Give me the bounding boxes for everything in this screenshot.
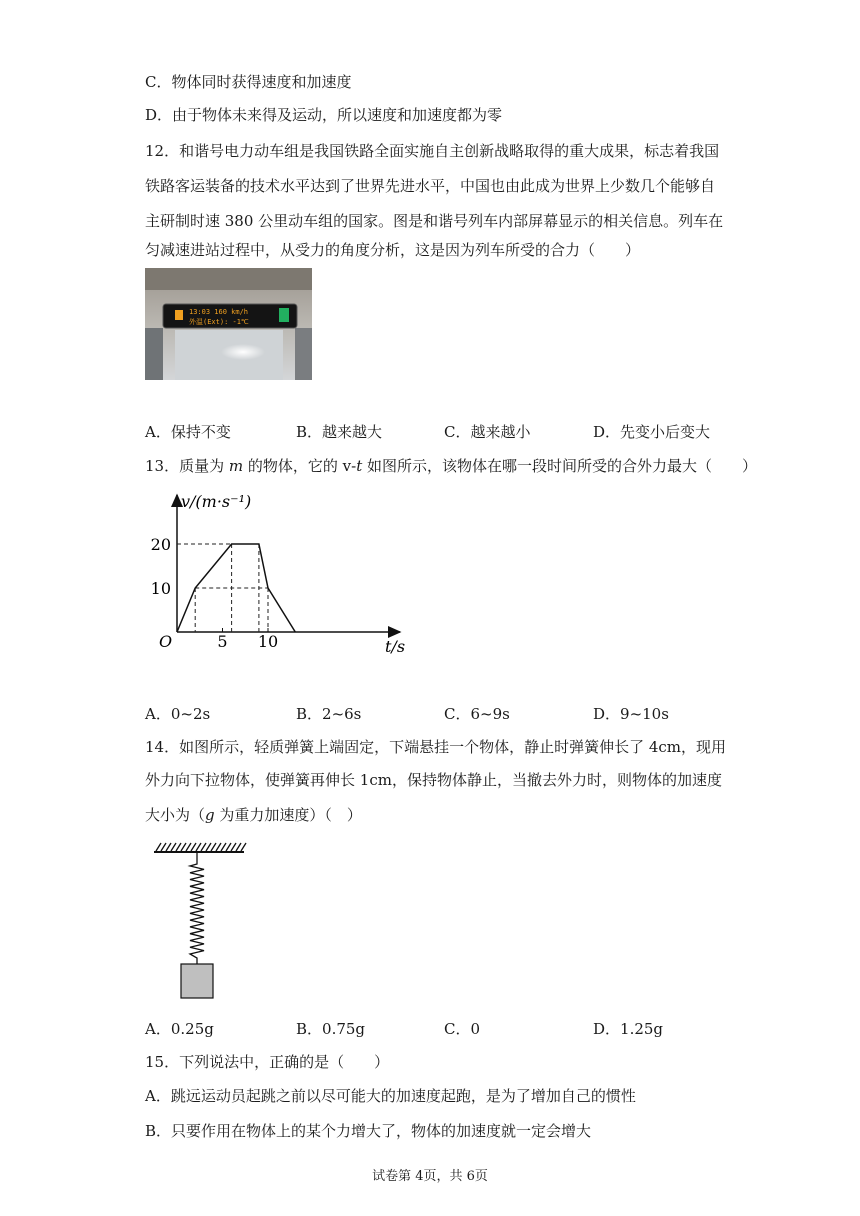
spring-diagram: [150, 842, 250, 1002]
q12-option-b: B．越来越大: [296, 423, 383, 441]
hanging-block: [181, 964, 213, 998]
q12-option-a: A．保持不变: [145, 423, 231, 441]
q14-option-c: C．0: [444, 1020, 481, 1038]
train-screen-photo: [145, 268, 312, 380]
screen-text-row-1: 13:03 160 km/h: [189, 308, 249, 316]
q12-stem-line-4: 匀减速进站过程中，从受力的角度分析，这是因为列车所受的合力（ ）: [145, 241, 641, 259]
q13-option-b: B．2~6s: [296, 705, 362, 723]
y-tick-label-20: 20: [150, 535, 171, 554]
y-tick-label-10: 10: [150, 579, 171, 598]
q12-stem-line-1: 12．和谐号电力动车组是我国铁路全面实施自主创新战略取得的重大成果，标志着我国: [145, 142, 720, 160]
q14-stem-line-2: 外力向下拉物体，使弹簧再伸长 1cm，保持物体静止，当撤去外力时，则物体的加速度: [145, 771, 722, 789]
x-tick-label-10: 10: [257, 632, 279, 651]
screen-text-row-2: 外温(Ext): -1℃: [189, 318, 249, 326]
q13-option-a: A．0~2s: [145, 705, 211, 723]
q15-option-b: B．只要作用在物体上的某个力增大了，物体的加速度就一定会增大: [145, 1122, 592, 1140]
q12-option-d: D．先变小后变大: [593, 423, 711, 441]
q12-stem-line-3: 主研制时速 380 公里动车组的国家。图是和谐号列车内部屏幕显示的相关信息。列车在: [145, 212, 724, 230]
q14-stem-line-1: 14．如图所示，轻质弹簧上端固定，下端悬挂一个物体，静止时弹簧伸长了 4cm，现用: [145, 738, 727, 756]
q13-option-c: C．6~9s: [444, 705, 510, 723]
vt-graph: [145, 485, 415, 670]
q14-stem-line-3: 大小为（g 为重力加速度）（ ）: [145, 806, 362, 824]
q12-option-c: C．越来越小: [444, 423, 531, 441]
q13-stem: 13．质量为 m 的物体，它的 v-t 如图所示，该物体在哪一段时间所受的合外力最大（ ）: [145, 457, 757, 475]
q14-option-a: A．0.25g: [145, 1020, 214, 1038]
spring: [190, 852, 204, 964]
y-axis-label: v/(m·s⁻¹): [181, 492, 252, 511]
q14-option-d: D．1.25g: [593, 1020, 664, 1038]
q11-option-c: C．物体同时获得速度和加速度: [145, 73, 352, 91]
x-tick-label-5: 5: [217, 632, 228, 651]
q11-option-d: D．由于物体未来得及运动，所以速度和加速度都为零: [145, 106, 503, 124]
q15-option-a: A．跳远运动员起跳之前以尽可能大的加速度起跑，是为了增加自己的惯性: [145, 1087, 636, 1105]
q13-option-d: D．9~10s: [593, 705, 669, 723]
origin-label: O: [159, 632, 173, 651]
x-axis-label: t/s: [385, 637, 406, 656]
q12-stem-line-2: 铁路客运装备的技术水平达到了世界先进水平，中国也由此成为世界上少数几个能够自: [145, 177, 716, 195]
q15-stem: 15．下列说法中，正确的是（ ）: [145, 1053, 390, 1071]
ceiling-hatching: [156, 843, 246, 851]
q14-option-b: B．0.75g: [296, 1020, 366, 1038]
page-footer: 试卷第 4页，共 6页: [372, 1169, 488, 1184]
